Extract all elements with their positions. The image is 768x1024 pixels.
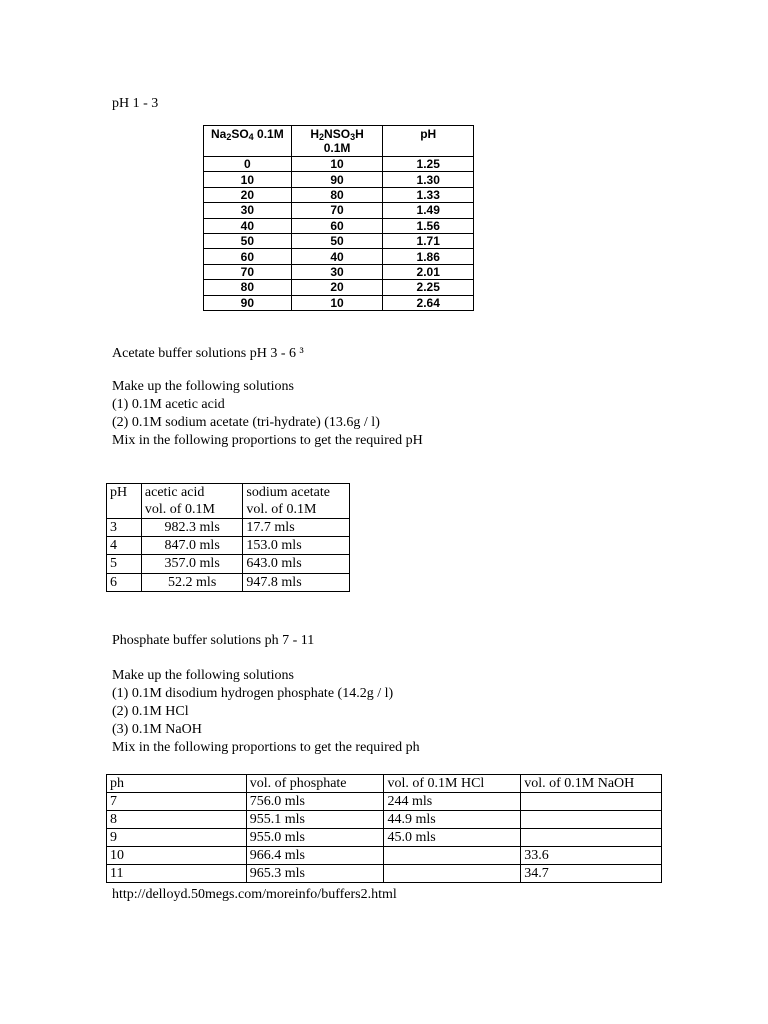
table-cell: 70 (291, 203, 383, 218)
section-3-item-1: (1) 0.1M disodium hydrogen phosphate (14.2g / l) (112, 686, 394, 701)
table-cell: 947.8 mls (243, 573, 350, 591)
table-cell: 10 (291, 157, 383, 172)
table-row (107, 793, 662, 811)
table-header-row (107, 484, 350, 519)
phosphate-buffer-table (106, 774, 662, 883)
table-cell: 45.0 mls (384, 829, 521, 847)
section-3-item-2: (2) 0.1M HCl (112, 704, 189, 719)
table-cell: 1.56 (383, 218, 474, 233)
table-row (107, 573, 350, 591)
table-cell: 7 (107, 793, 247, 811)
table-row (107, 537, 350, 555)
section-3-item-3: (3) 0.1M NaOH (112, 722, 202, 737)
table-cell (384, 865, 521, 883)
source-url: http://delloyd.50megs.com/moreinfo/buffers2.html (112, 887, 397, 902)
table-cell: 80 (204, 280, 292, 295)
table-cell: 10 (204, 172, 292, 187)
section-3-heading: Phosphate buffer solutions ph 7 - 11 (112, 633, 315, 648)
header-acetic-acid: acetic acid vol. of 0.1M (141, 484, 243, 519)
table-cell (384, 847, 521, 865)
table-row (204, 233, 474, 248)
table-cell: 244 mls (384, 793, 521, 811)
table-cell: 40 (204, 218, 292, 233)
table-cell: 20 (204, 187, 292, 202)
table-cell: 44.9 mls (384, 811, 521, 829)
table-cell: 60 (291, 218, 383, 233)
section-2-item-1: (1) 0.1M acetic acid (112, 397, 225, 412)
table-cell: 3 (107, 519, 142, 537)
table-cell: 1.86 (383, 249, 474, 264)
table-row (204, 187, 474, 202)
table-row (204, 218, 474, 233)
section-2-instruction: Mix in the following proportions to get the required pH (112, 433, 423, 448)
acetate-buffer-table (106, 483, 350, 592)
table-cell: 5 (107, 555, 142, 573)
table-cell (521, 811, 662, 829)
table-cell: 10 (107, 847, 247, 865)
table-row (204, 203, 474, 218)
table-row (107, 555, 350, 573)
table-cell: 17.7 mls (243, 519, 350, 537)
table-cell: 357.0 mls (141, 555, 243, 573)
table-cell: 30 (291, 264, 383, 279)
table-cell: 50 (291, 233, 383, 248)
table-row (107, 829, 662, 847)
header-ph: pH (383, 126, 474, 157)
table-row (107, 519, 350, 537)
table-cell: 52.2 mls (141, 573, 243, 591)
header-phosphate: vol. of phosphate (246, 775, 384, 793)
table-row (204, 249, 474, 264)
section-2-heading: Acetate buffer solutions pH 3 - 6 ³ (112, 346, 304, 361)
table-row (204, 295, 474, 310)
table-cell: 1.71 (383, 233, 474, 248)
table-cell: 756.0 mls (246, 793, 384, 811)
table-cell: 1.25 (383, 157, 474, 172)
table-cell: 20 (291, 280, 383, 295)
table-cell: 50 (204, 233, 292, 248)
table-cell: 2.64 (383, 295, 474, 310)
table-cell: 0 (204, 157, 292, 172)
table-cell: 955.1 mls (246, 811, 384, 829)
table-cell: 847.0 mls (141, 537, 243, 555)
table-header-row (107, 775, 662, 793)
table-row (204, 264, 474, 279)
table-cell: 34.7 (521, 865, 662, 883)
table-row (204, 157, 474, 172)
table-row (107, 811, 662, 829)
table-cell: 966.4 mls (246, 847, 384, 865)
table-row (107, 847, 662, 865)
table-cell: 965.3 mls (246, 865, 384, 883)
table-cell: 33.6 (521, 847, 662, 865)
section-1-heading: pH 1 - 3 (112, 96, 159, 111)
table-cell: 80 (291, 187, 383, 202)
header-hcl: vol. of 0.1M HCl (384, 775, 521, 793)
table-cell: 2.25 (383, 280, 474, 295)
header-ph: ph (107, 775, 247, 793)
section-3-intro: Make up the following solutions (112, 668, 294, 683)
table-header-row (204, 126, 474, 157)
table-cell: 6 (107, 573, 142, 591)
header-sodium-acetate: sodium acetate vol. of 0.1M (243, 484, 350, 519)
table-cell: 9 (107, 829, 247, 847)
table-cell: 70 (204, 264, 292, 279)
section-3-instruction: Mix in the following proportions to get the required ph (112, 740, 420, 755)
table-cell: 90 (291, 172, 383, 187)
header-ph: pH (107, 484, 142, 519)
header-naoh: vol. of 0.1M NaOH (521, 775, 662, 793)
table-cell: 955.0 mls (246, 829, 384, 847)
table-row (107, 865, 662, 883)
table-cell: 90 (204, 295, 292, 310)
table-cell: 2.01 (383, 264, 474, 279)
table-cell: 11 (107, 865, 247, 883)
table-cell: 1.33 (383, 187, 474, 202)
header-sulfamic-acid: $H_2NSO_3H$ 0.1M (291, 126, 383, 157)
table-cell: 643.0 mls (243, 555, 350, 573)
ph-1-3-table (203, 125, 474, 311)
table-cell: 1.30 (383, 172, 474, 187)
table-cell (521, 829, 662, 847)
section-2-intro: Make up the following solutions (112, 379, 294, 394)
section-2-item-2: (2) 0.1M sodium acetate (tri-hydrate) (13.6g / l) (112, 415, 380, 430)
table-cell: 8 (107, 811, 247, 829)
table-row (204, 280, 474, 295)
table-cell: 153.0 mls (243, 537, 350, 555)
header-na2so4: $Na_2SO_4$ 0.1M (204, 126, 292, 157)
table-cell: 60 (204, 249, 292, 264)
table-cell (521, 793, 662, 811)
table-cell: 10 (291, 295, 383, 310)
table-cell: 982.3 mls (141, 519, 243, 537)
table-cell: 30 (204, 203, 292, 218)
table-cell: 40 (291, 249, 383, 264)
table-row (204, 172, 474, 187)
table-cell: 4 (107, 537, 142, 555)
table-cell: 1.49 (383, 203, 474, 218)
